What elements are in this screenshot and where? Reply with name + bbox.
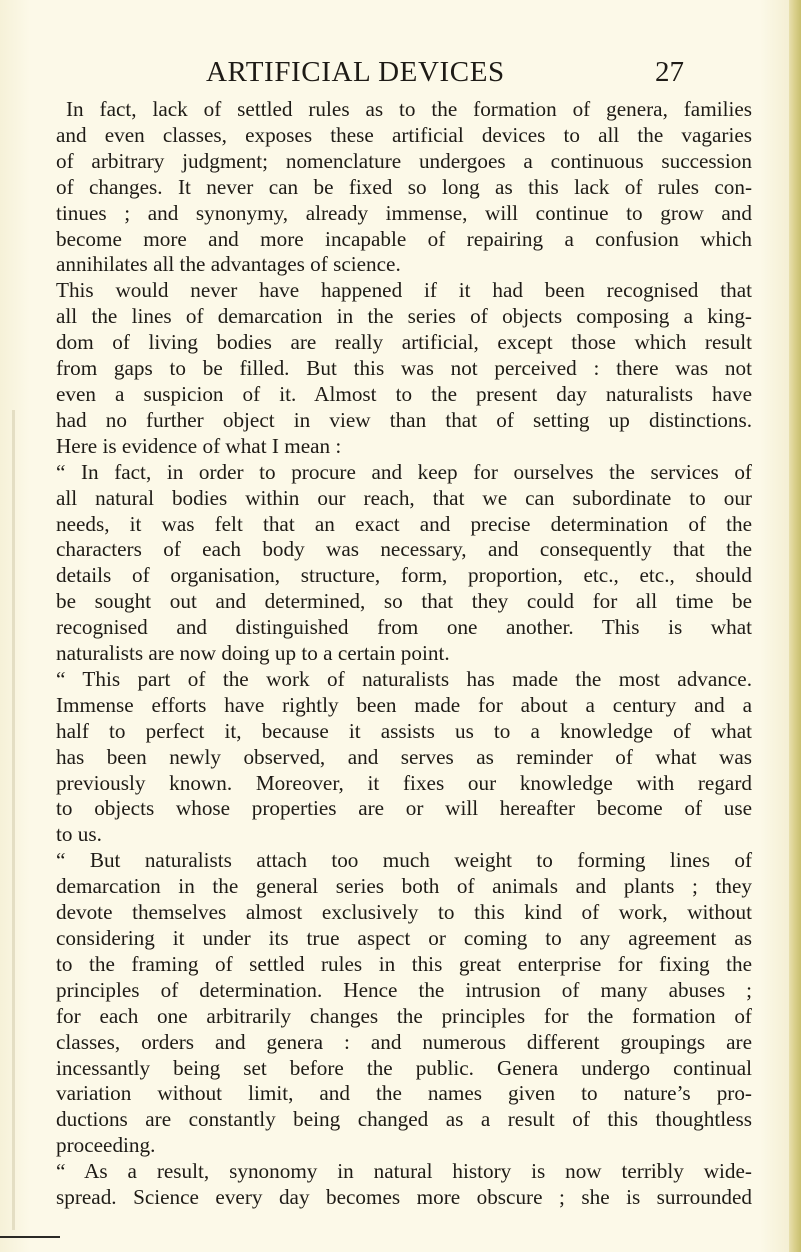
text-line: become more and more incapable of repairing a confusion which — [56, 226, 752, 251]
page-left-shadow — [12, 410, 15, 1230]
text-line: “ As a result, synonomy in natural history is now terribly wide- — [56, 1159, 752, 1184]
text-line: details of organisation, structure, form, proportion, etc., etc., should — [56, 563, 752, 588]
text-line: recognised and distinguished from one another. This is what — [56, 615, 752, 640]
text-line: has been newly observed, and serves as reminder of what was — [56, 744, 752, 769]
text-line: previously known. Moreover, it fixes our knowledge with regard — [56, 770, 752, 795]
page-number: 27 — [655, 56, 684, 88]
text-line: principles of determination. Hence the intrusion of many abuses ; — [56, 977, 752, 1002]
page-right-edge — [789, 0, 801, 1252]
text-line: incessantly being set before the public. Genera undergo continual — [56, 1055, 752, 1080]
text-line: naturalists are now doing up to a certain point. — [56, 641, 450, 666]
text-line: even a suspicion of it. Almost to the present day naturalists have — [56, 381, 752, 406]
text-line: ductions are constantly being changed as a result of this thoughtless — [56, 1107, 752, 1132]
text-line: tinues ; and synonymy, already immense, will continue to grow and — [56, 200, 752, 225]
text-line: be sought out and determined, so that they could for all time be — [56, 589, 752, 614]
text-line: variation without limit, and the names given to nature’s pro- — [56, 1081, 752, 1106]
text-line: and even classes, exposes these artificial devices to all the vagaries — [56, 122, 752, 147]
text-line: In fact, lack of settled rules as to the formation of genera, families — [66, 97, 752, 121]
bottom-rule — [0, 1236, 60, 1238]
text-line: had no further object in view than that of setting up distinctions. — [56, 407, 752, 432]
text-line: classes, orders and genera : and numerous different groupings are — [56, 1029, 752, 1054]
text-line: half to perfect it, because it assists us to a knowledge of what — [56, 718, 752, 743]
text-line: “ In fact, in order to procure and keep for ourselves the services of — [56, 459, 752, 484]
running-head: ARTIFICIAL DEVICES — [206, 56, 505, 88]
text-line: This would never have happened if it had been recognised that — [56, 278, 752, 303]
text-line: needs, it was felt that an exact and precise determination of the — [56, 511, 752, 536]
text-line: to objects whose properties are or will hereafter become of use — [56, 796, 752, 821]
text-line: Immense efforts have rightly been made for about a century and a — [56, 692, 752, 717]
text-line: from gaps to be filled. But this was not perceived : there was not — [56, 356, 752, 381]
text-line: all the lines of demarcation in the series of objects composing a king- — [56, 304, 752, 329]
text-line: of arbitrary judgment; nomenclature undergoes a continuous succession — [56, 148, 752, 173]
page-header — [206, 56, 684, 90]
text-line: Here is evidence of what I mean : — [56, 433, 342, 458]
text-line: “ This part of the work of naturalists has made the most advance. — [56, 666, 752, 691]
text-line: to us. — [56, 822, 102, 847]
text-line: proceeding. — [56, 1133, 156, 1158]
text-line: dom of living bodies are really artificial, except those which result — [56, 330, 752, 355]
body-text — [56, 97, 752, 1211]
text-line: of changes. It never can be fixed so long as this lack of rules con- — [56, 174, 752, 199]
text-line: spread. Science every day becomes more obscure ; she is surrounded — [56, 1185, 752, 1210]
text-line: annihilates all the advantages of science. — [56, 252, 401, 277]
text-line: for each one arbitrarily changes the principles for the formation of — [56, 1003, 752, 1028]
text-line: all natural bodies within our reach, that we can subordinate to our — [56, 485, 752, 510]
text-line: “ But naturalists attach too much weight to forming lines of — [56, 848, 752, 873]
text-line: considering it under its true aspect or coming to any agreement as — [56, 926, 752, 950]
text-line: to the framing of settled rules in this great enterprise for fixing the — [56, 951, 752, 976]
text-line: characters of each body was necessary, and consequently that the — [56, 537, 752, 562]
text-line: devote themselves almost exclusively to this kind of work, without — [56, 900, 752, 925]
text-line: demarcation in the general series both of animals and plants ; they — [56, 874, 752, 899]
